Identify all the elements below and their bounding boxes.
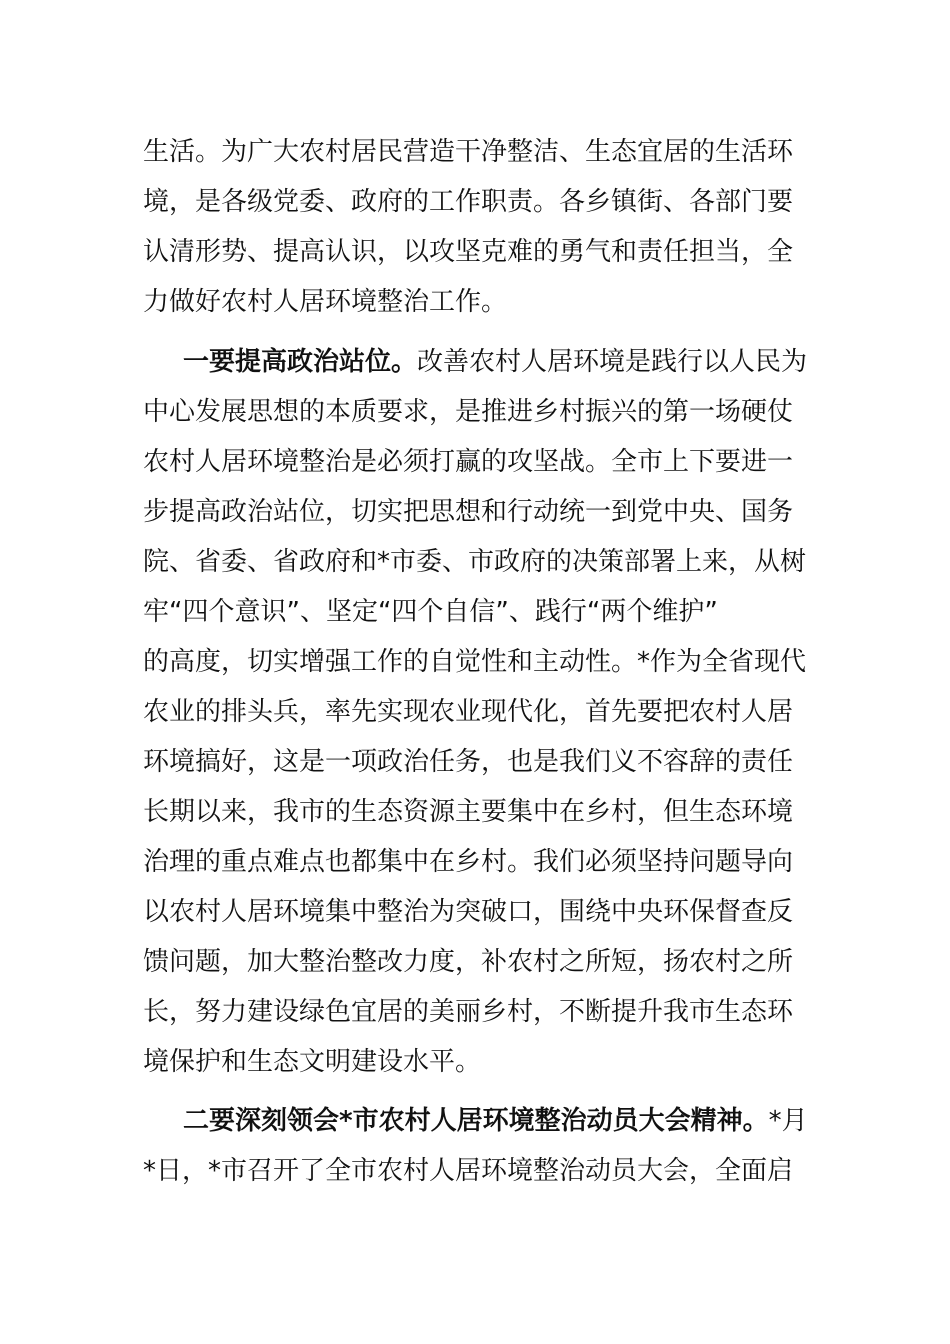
section-heading: 一要提高政治站位。 bbox=[183, 347, 418, 377]
section-heading: 二要深刻领会*市农村人居环境整治动员大会精神。 bbox=[183, 1106, 769, 1136]
paragraph-line: 境，是各级党委、政府的工作职责。各乡镇街、各部门要 bbox=[143, 187, 794, 217]
paragraph-line: 农村人居环境整治是必须打赢的攻坚战。全市上下要进一 bbox=[143, 447, 794, 477]
paragraph-line: 力做好农村人居环境整治工作。 bbox=[143, 287, 508, 317]
paragraph-3 bbox=[143, 1096, 813, 1196]
paragraph-first-line bbox=[143, 337, 813, 387]
paragraph-line: 治理的重点难点也都集中在乡村。我们必须坚持问题导向 bbox=[143, 847, 794, 877]
paragraph-line: 生活。为广大农村居民营造干净整洁、生态宜居的生活环 bbox=[143, 137, 794, 167]
paragraph-2 bbox=[143, 337, 813, 1087]
paragraph-line: 院、省委、省政府和*市委、市政府的决策部署上来，从树 bbox=[143, 547, 807, 577]
paragraph-line: 的高度，切实增强工作的自觉性和主动性。*作为全省现代 bbox=[143, 647, 807, 677]
paragraph-line: 牢“四个意识”、坚定“四个自信”、践行“两个维护” bbox=[143, 597, 718, 627]
paragraph-line: 认清形势、提高认识，以攻坚克难的勇气和责任担当，全 bbox=[143, 237, 794, 267]
paragraph-line: 馈问题，加大整治整改力度，补农村之所短，扬农村之所 bbox=[143, 947, 794, 977]
paragraph-line: 环境搞好，这是一项政治任务，也是我们义不容辞的责任 bbox=[143, 747, 794, 777]
paragraph-line: *日，*市召开了全市农村人居环境整治动员大会，全面启 bbox=[143, 1156, 794, 1186]
paragraph-line: 长，努力建设绿色宜居的美丽乡村，不断提升我市生态环 bbox=[143, 997, 794, 1027]
paragraph-1 bbox=[143, 127, 813, 327]
paragraph-line: 步提高政治站位，切实把思想和行动统一到党中央、国务 bbox=[143, 497, 794, 527]
paragraph-line: 境保护和生态文明建设水平。 bbox=[143, 1047, 482, 1077]
paragraph-text: 改善农村人居环境是践行以人民为 bbox=[417, 347, 808, 377]
paragraph-line: 中心发展思想的本质要求，是推进乡村振兴的第一场硬仗 bbox=[143, 397, 794, 427]
paragraph-line: 以农村人居环境集中整治为突破口，围绕中央环保督查反 bbox=[143, 897, 794, 927]
paragraph-line: 长期以来，我市的生态资源主要集中在乡村，但生态环境 bbox=[143, 797, 794, 827]
paragraph-first-line bbox=[143, 1096, 813, 1146]
paragraph-text: *月 bbox=[768, 1106, 808, 1136]
paragraph-line: 农业的排头兵，率先实现农业现代化，首先要把农村人居 bbox=[143, 697, 794, 727]
